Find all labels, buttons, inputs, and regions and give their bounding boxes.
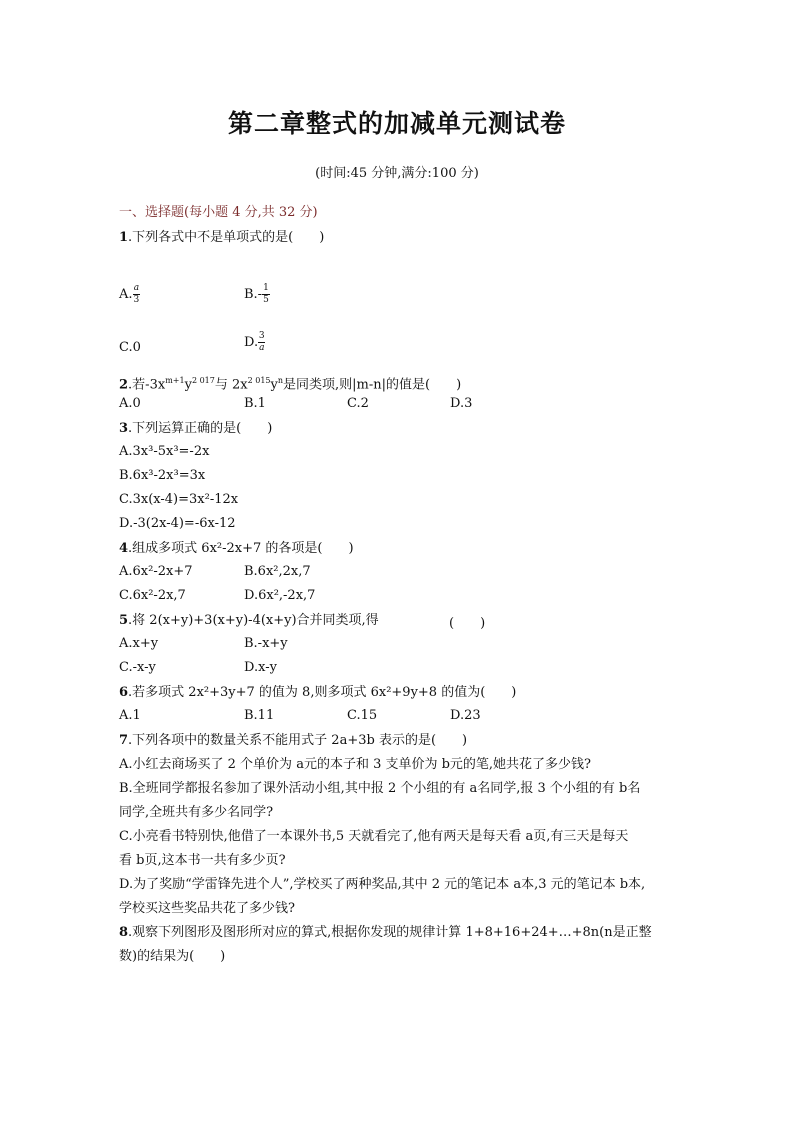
option-b: B.11 xyxy=(244,708,275,723)
option-c: C.-x-y xyxy=(119,660,156,675)
question-text: 是同类项,则|m-n|的值是( ) xyxy=(283,377,462,393)
question-text: .下列各式中不是单项式的是( ) xyxy=(128,230,325,245)
question-text: y xyxy=(270,377,278,393)
question-1 xyxy=(119,229,324,247)
question-number: 6 xyxy=(119,685,129,700)
question-text: .下列各项中的数量关系不能用式子 2a+3b 表示的是( ) xyxy=(128,733,468,748)
exponent: 2 015 xyxy=(247,376,271,385)
option-a: A.x+y xyxy=(119,636,159,651)
fraction xyxy=(258,331,265,354)
option-c: C.6x²-2x,7 xyxy=(119,588,186,603)
question-text: .组成多项式 6x²-2x+7 的各项是( ) xyxy=(128,541,354,556)
option-a: A.1 xyxy=(119,708,141,723)
question-5 xyxy=(119,612,379,630)
option-a: A.3x³-5x³=-2x xyxy=(119,444,210,459)
option-a: A.6x²-2x+7 xyxy=(119,564,193,579)
option-label: D. xyxy=(244,335,259,350)
option-d: D.6x²,-2x,7 xyxy=(244,588,316,603)
question-6 xyxy=(119,684,516,702)
option-b: B.全班同学都报名参加了课外活动小组,其中报 2 个小组的有 a名同学,报 3 个小组的有 b名 xyxy=(119,781,641,796)
question-2 xyxy=(119,372,461,394)
question-3 xyxy=(119,420,272,438)
option-b: B.6x³-2x³=3x xyxy=(119,468,206,483)
option-b: B.6x²,2x,7 xyxy=(244,564,311,579)
denominator: 5 xyxy=(263,295,269,305)
question-text: .若多项式 2x²+3y+7 的值为 8,则多项式 6x²+9y+8 的值为( ) xyxy=(128,685,517,700)
question-4 xyxy=(119,540,354,558)
option-d: D.23 xyxy=(450,708,481,723)
option-d xyxy=(244,331,265,354)
exponent: 2 017 xyxy=(191,376,215,385)
denominator: 3 xyxy=(133,295,140,305)
question-text: .若-3x xyxy=(128,377,166,393)
numerator: 1 xyxy=(263,283,269,293)
option-d: D.为了奖励“学雷锋先进个人”,学校买了两种奖品,其中 2 元的笔记本 a本,3 元的笔记本 b本, xyxy=(119,877,646,892)
option-d: D.-3(2x-4)=-6x-12 xyxy=(119,516,236,531)
question-number: 3 xyxy=(119,421,129,436)
question-text: y xyxy=(184,377,192,393)
question-text: 与 2x xyxy=(214,377,248,393)
option-label: B.- xyxy=(244,287,263,302)
exponent: m+1 xyxy=(165,376,185,385)
numerator: 3 xyxy=(258,331,265,341)
option-label: A. xyxy=(119,287,133,302)
question-number: 8 xyxy=(119,925,129,940)
denominator: a xyxy=(259,343,265,353)
option-b: B.-x+y xyxy=(244,636,288,651)
question-7 xyxy=(119,732,467,750)
option-c: C.3x(x-4)=3x²-12x xyxy=(119,492,239,507)
question-text: .将 2(x+y)+3(x+y)-4(x+y)合并同类项,得 xyxy=(128,613,379,628)
exponent: n xyxy=(277,376,284,385)
section-heading: 一、选择题(每小题 4 分,共 32 分) xyxy=(119,205,318,220)
option-d: D.x-y xyxy=(244,660,277,675)
option-b xyxy=(244,283,270,306)
fraction xyxy=(262,283,270,306)
option-c: C.0 xyxy=(119,340,141,355)
question-text: .观察下列图形及图形所对应的算式,根据你发现的规律计算 1+8+16+24+…+8n(n是正整 xyxy=(128,925,652,940)
numerator: a xyxy=(133,283,140,293)
question-number: 7 xyxy=(119,733,129,748)
question-number: 1 xyxy=(119,230,129,245)
question-8 xyxy=(119,924,652,942)
option-d-cont: 学校买这些奖品共花了多少钱? xyxy=(119,901,295,916)
question-8-cont: 数)的结果为( ) xyxy=(119,949,226,964)
option-c-cont: 看 b页,这本书一共有多少页? xyxy=(119,853,286,868)
fraction xyxy=(133,283,141,306)
question-number: 4 xyxy=(119,541,129,556)
option-c: C.小亮看书特别快,他借了一本课外书,5 天就看完了,他有两天是每天看 a页,有三天是每天 xyxy=(119,829,629,844)
page-title: 第二章整式的加减单元测试卷 xyxy=(227,109,566,138)
question-number: 2 xyxy=(119,377,129,393)
option-b-cont: 同学,全班共有多少名同学? xyxy=(119,805,274,820)
option-b: B.1 xyxy=(244,396,266,411)
question-number: 5 xyxy=(119,613,129,628)
option-a: A.0 xyxy=(119,396,141,411)
option-d: D.3 xyxy=(450,396,473,411)
exam-info: (时间:45 分钟,满分:100 分) xyxy=(315,166,479,181)
option-c: C.15 xyxy=(347,708,378,723)
option-c: C.2 xyxy=(347,396,369,411)
option-a: A.小红去商场买了 2 个单价为 a元的本子和 3 支单价为 b元的笔,她共花了多少钱? xyxy=(119,757,592,772)
question-text: .下列运算正确的是( ) xyxy=(128,421,273,436)
option-a xyxy=(119,283,140,306)
answer-paren: ( ) xyxy=(449,616,486,631)
